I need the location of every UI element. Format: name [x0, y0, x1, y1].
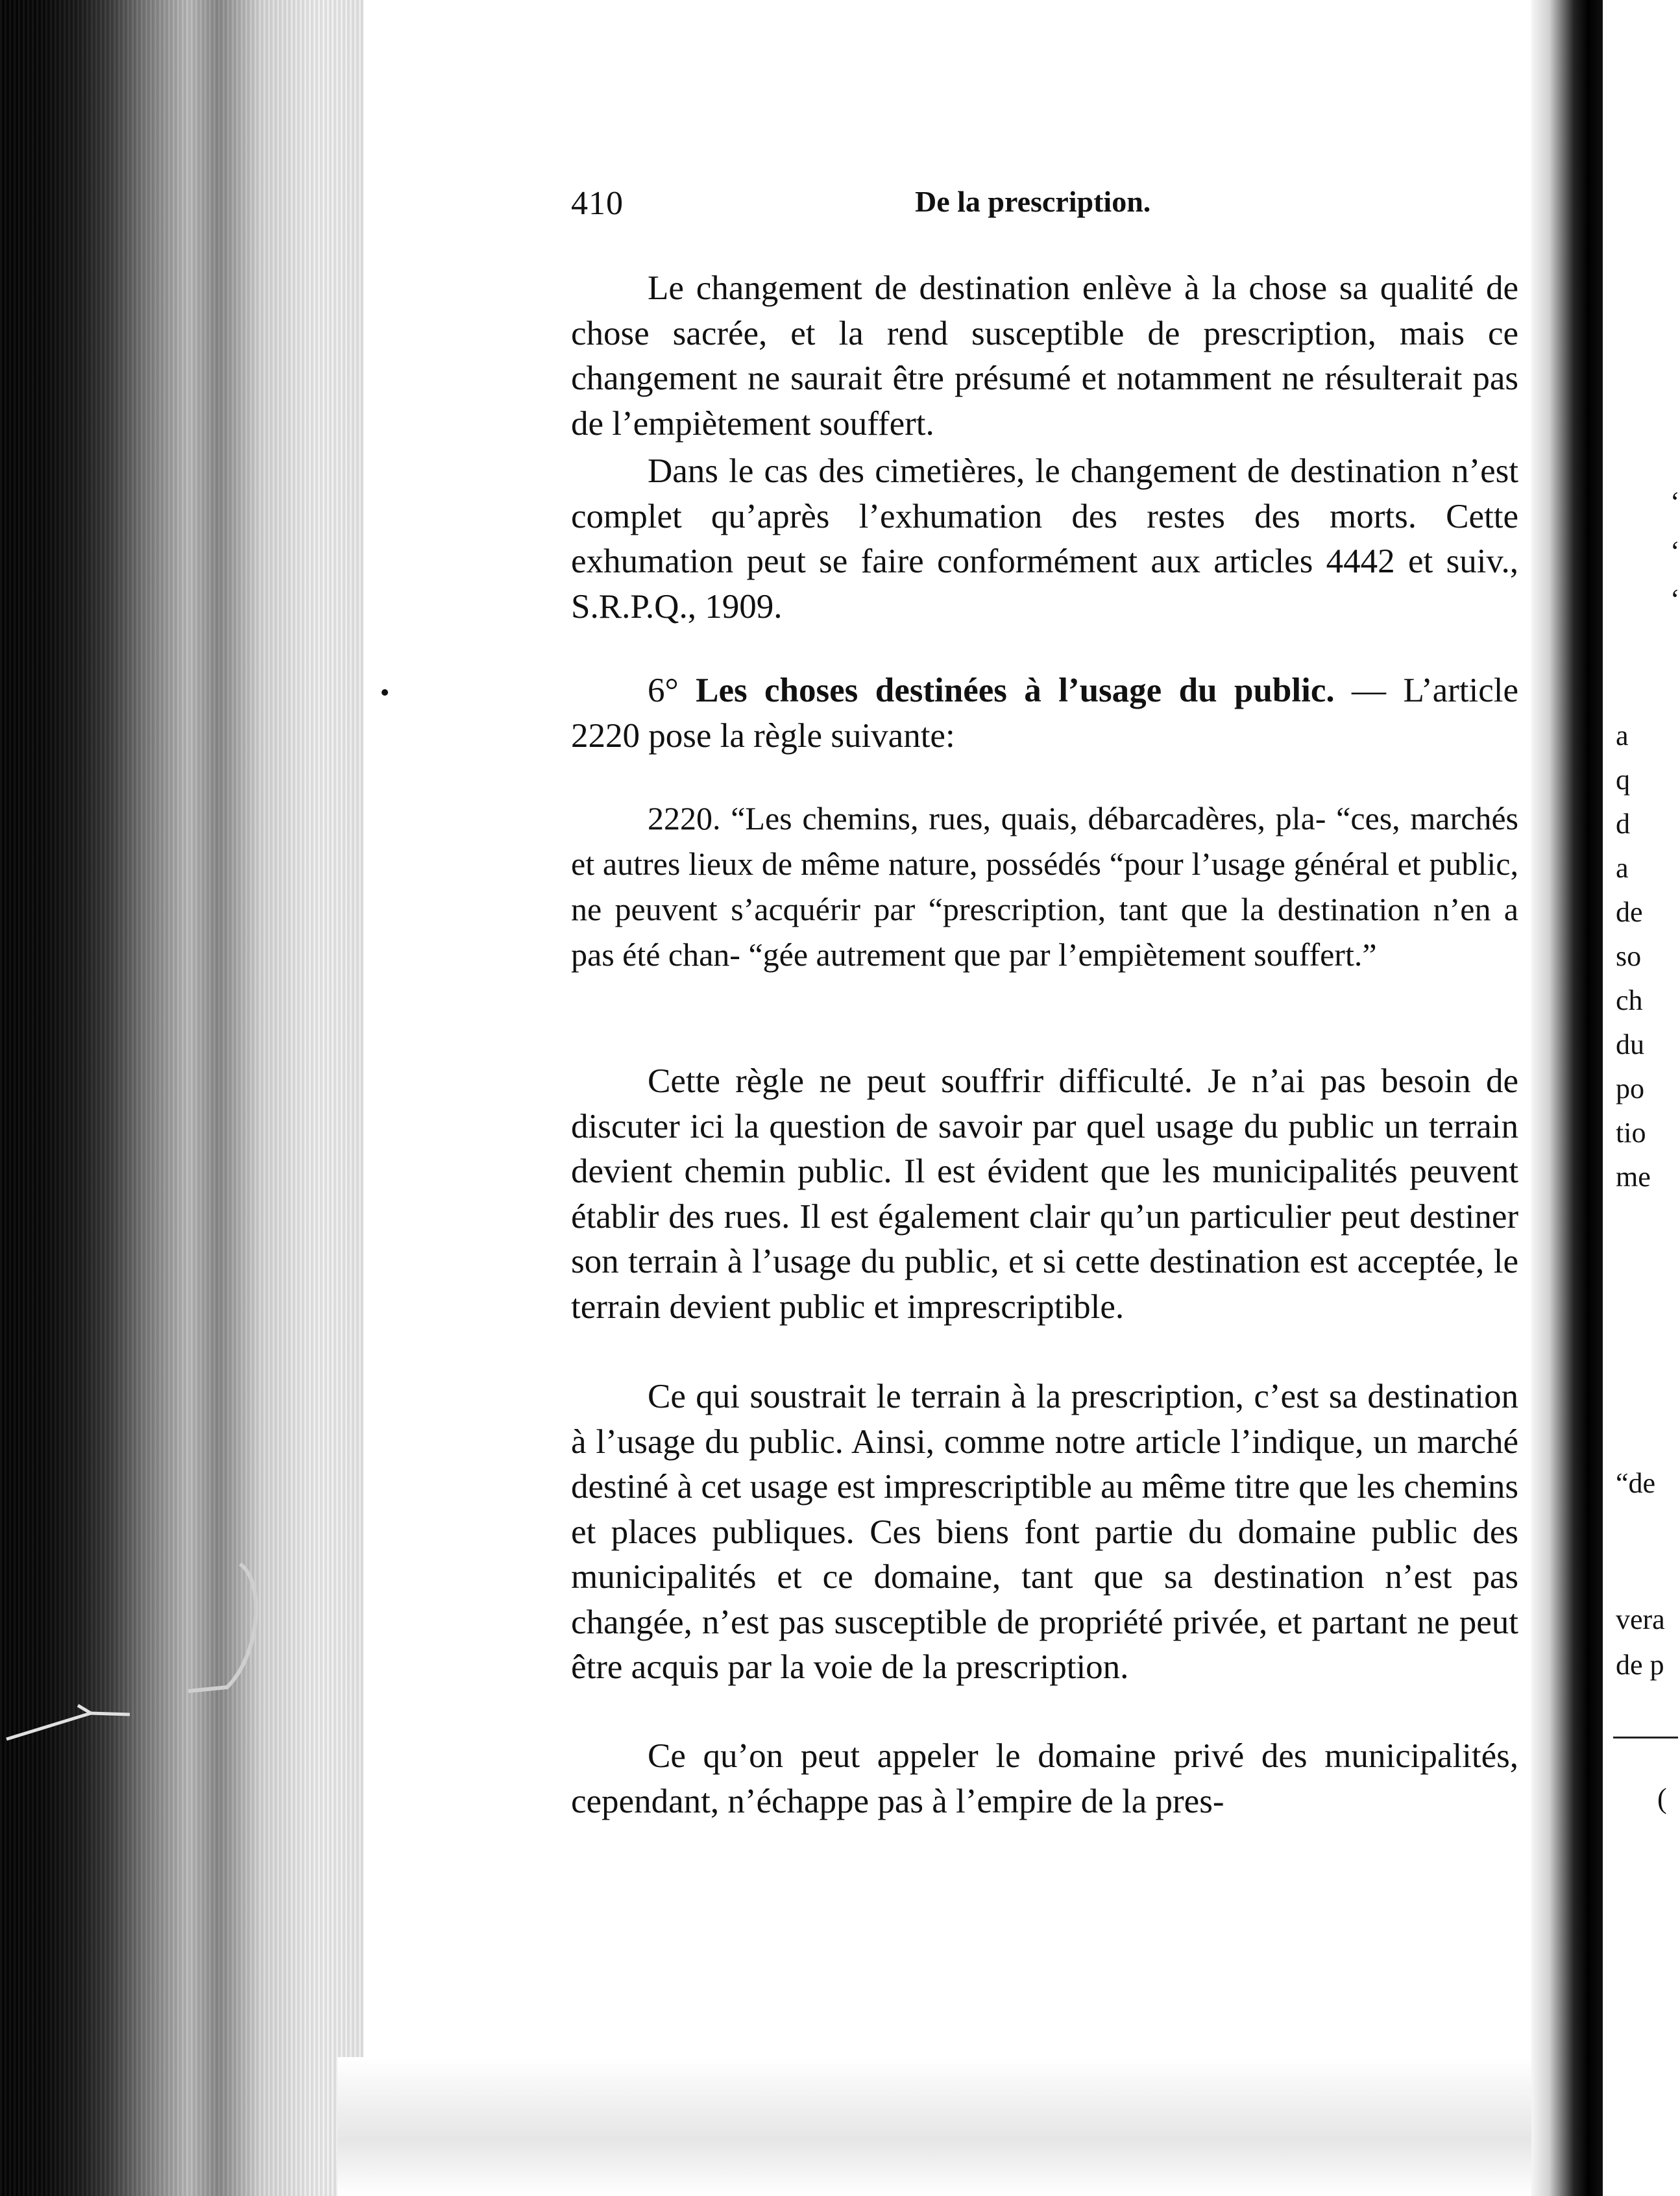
paragraph: Le changement de destination enlève à la chose sa qualité de chose sacrée, et la rend susceptible de prescription, mais ce changement ne saurait être présumé et notamment ne résulterait pas de l’empiètement souffert.	[571, 269, 1518, 443]
facing-page-fragment-text: de	[1616, 896, 1643, 928]
footnote-rule	[1613, 1737, 1678, 1738]
section-lead: L’article 2220 pose la règle suivante:	[571, 672, 1519, 755]
facing-page-fragment-text: ‘	[1670, 535, 1680, 567]
facing-page-fragment-text: d	[1616, 808, 1630, 840]
facing-page-fragment-text: me	[1616, 1161, 1651, 1193]
paragraph: Cette règle ne peut souffrir difficulté. Je n’ai pas besoin de discuter ici la question de savoir par quel usage du public un terrain devient chemin public. Il est évident que les municipalités peuvent établir des rues. Il est également clair qu’un particulier peut destiner son terrain à l’usage du public, et si cette destination est acceptée, le terrain devient public et imprescriptible.	[571, 1062, 1518, 1326]
book-gutter	[1531, 0, 1603, 2196]
facing-page-fragment-text: tio	[1616, 1117, 1646, 1149]
facing-page-fragment-text: vera	[1616, 1604, 1665, 1635]
book-page-edges	[0, 0, 363, 2196]
section-number: 6°	[648, 672, 679, 709]
margin-dot	[382, 689, 388, 696]
quoted-article	[571, 796, 1518, 977]
facing-page-fragment-text: (	[1657, 1783, 1667, 1814]
facing-page-fragment-text: ch	[1616, 984, 1643, 1016]
section-dash: —	[1334, 672, 1387, 709]
section-heading-paragraph	[571, 668, 1518, 759]
pencil-arrow-mark	[0, 1674, 136, 1752]
paragraph: Ce qui soustrait le terrain à la prescription, c’est sa destination à l’usage du public. Ainsi, comme notre article l’indique, un marché destiné à cet usage est imprescriptible au même titre que les chemins et places publiques. Ces biens font partie du domaine public des municipalités et ce domaine, tant que sa destination n’est pas changée, n’est pas susceptible de propriété privée, et partant ne peut être acquis par la voie de la prescription.	[571, 1378, 1518, 1686]
facing-page-fragment-text: a	[1616, 720, 1629, 751]
page-header	[571, 184, 1518, 230]
facing-page-fragment-text: q	[1616, 764, 1630, 796]
facing-page-fragment	[1603, 0, 1680, 2196]
page-shadow	[324, 0, 363, 2196]
article-number: 2220.	[648, 800, 721, 836]
facing-page-fragment-text: so	[1616, 940, 1642, 972]
facing-page-fragment-text: de p	[1616, 1649, 1664, 1681]
paragraph: Dans le cas des cimetières, le changement de destination n’est complet qu’après l’exhumation des restes des morts. Cette exhumation peut se faire conformément aux articles 4442 et suiv., S.R.P.Q., 1909.	[571, 452, 1518, 626]
facing-page-fragment-text: po	[1616, 1073, 1644, 1104]
article-text: “Les chemins, rues, quais, débarcadères, pla- “ces, marchés et autres lieux de même nature, possédés “pour l’usage général et public, ne peuvent s’acquérir par “prescription, tant que la destination n’en a pas été chan- “gée autrement que par l’empiètement souffert.”	[571, 800, 1518, 973]
page-bottom-edge	[337, 2057, 1603, 2196]
page-number: 410	[571, 185, 624, 222]
running-head: De la prescription.	[915, 185, 1151, 218]
facing-page-fragment-text: du	[1616, 1029, 1644, 1060]
facing-page-fragment-text: a	[1616, 852, 1629, 884]
facing-page-fragment-text: ‘	[1670, 583, 1680, 615]
paragraph: Ce qu’on peut appeler le domaine privé des municipalités, cependant, n’échappe pas à l’empire de la pres-	[571, 1737, 1518, 1820]
pencil-bracket-mark	[182, 1544, 273, 1713]
facing-page-fragment-text: “de	[1616, 1467, 1656, 1499]
section-heading: Les choses destinées à l’usage du public.	[696, 672, 1335, 709]
facing-page-fragment-text: ‘	[1670, 486, 1680, 518]
